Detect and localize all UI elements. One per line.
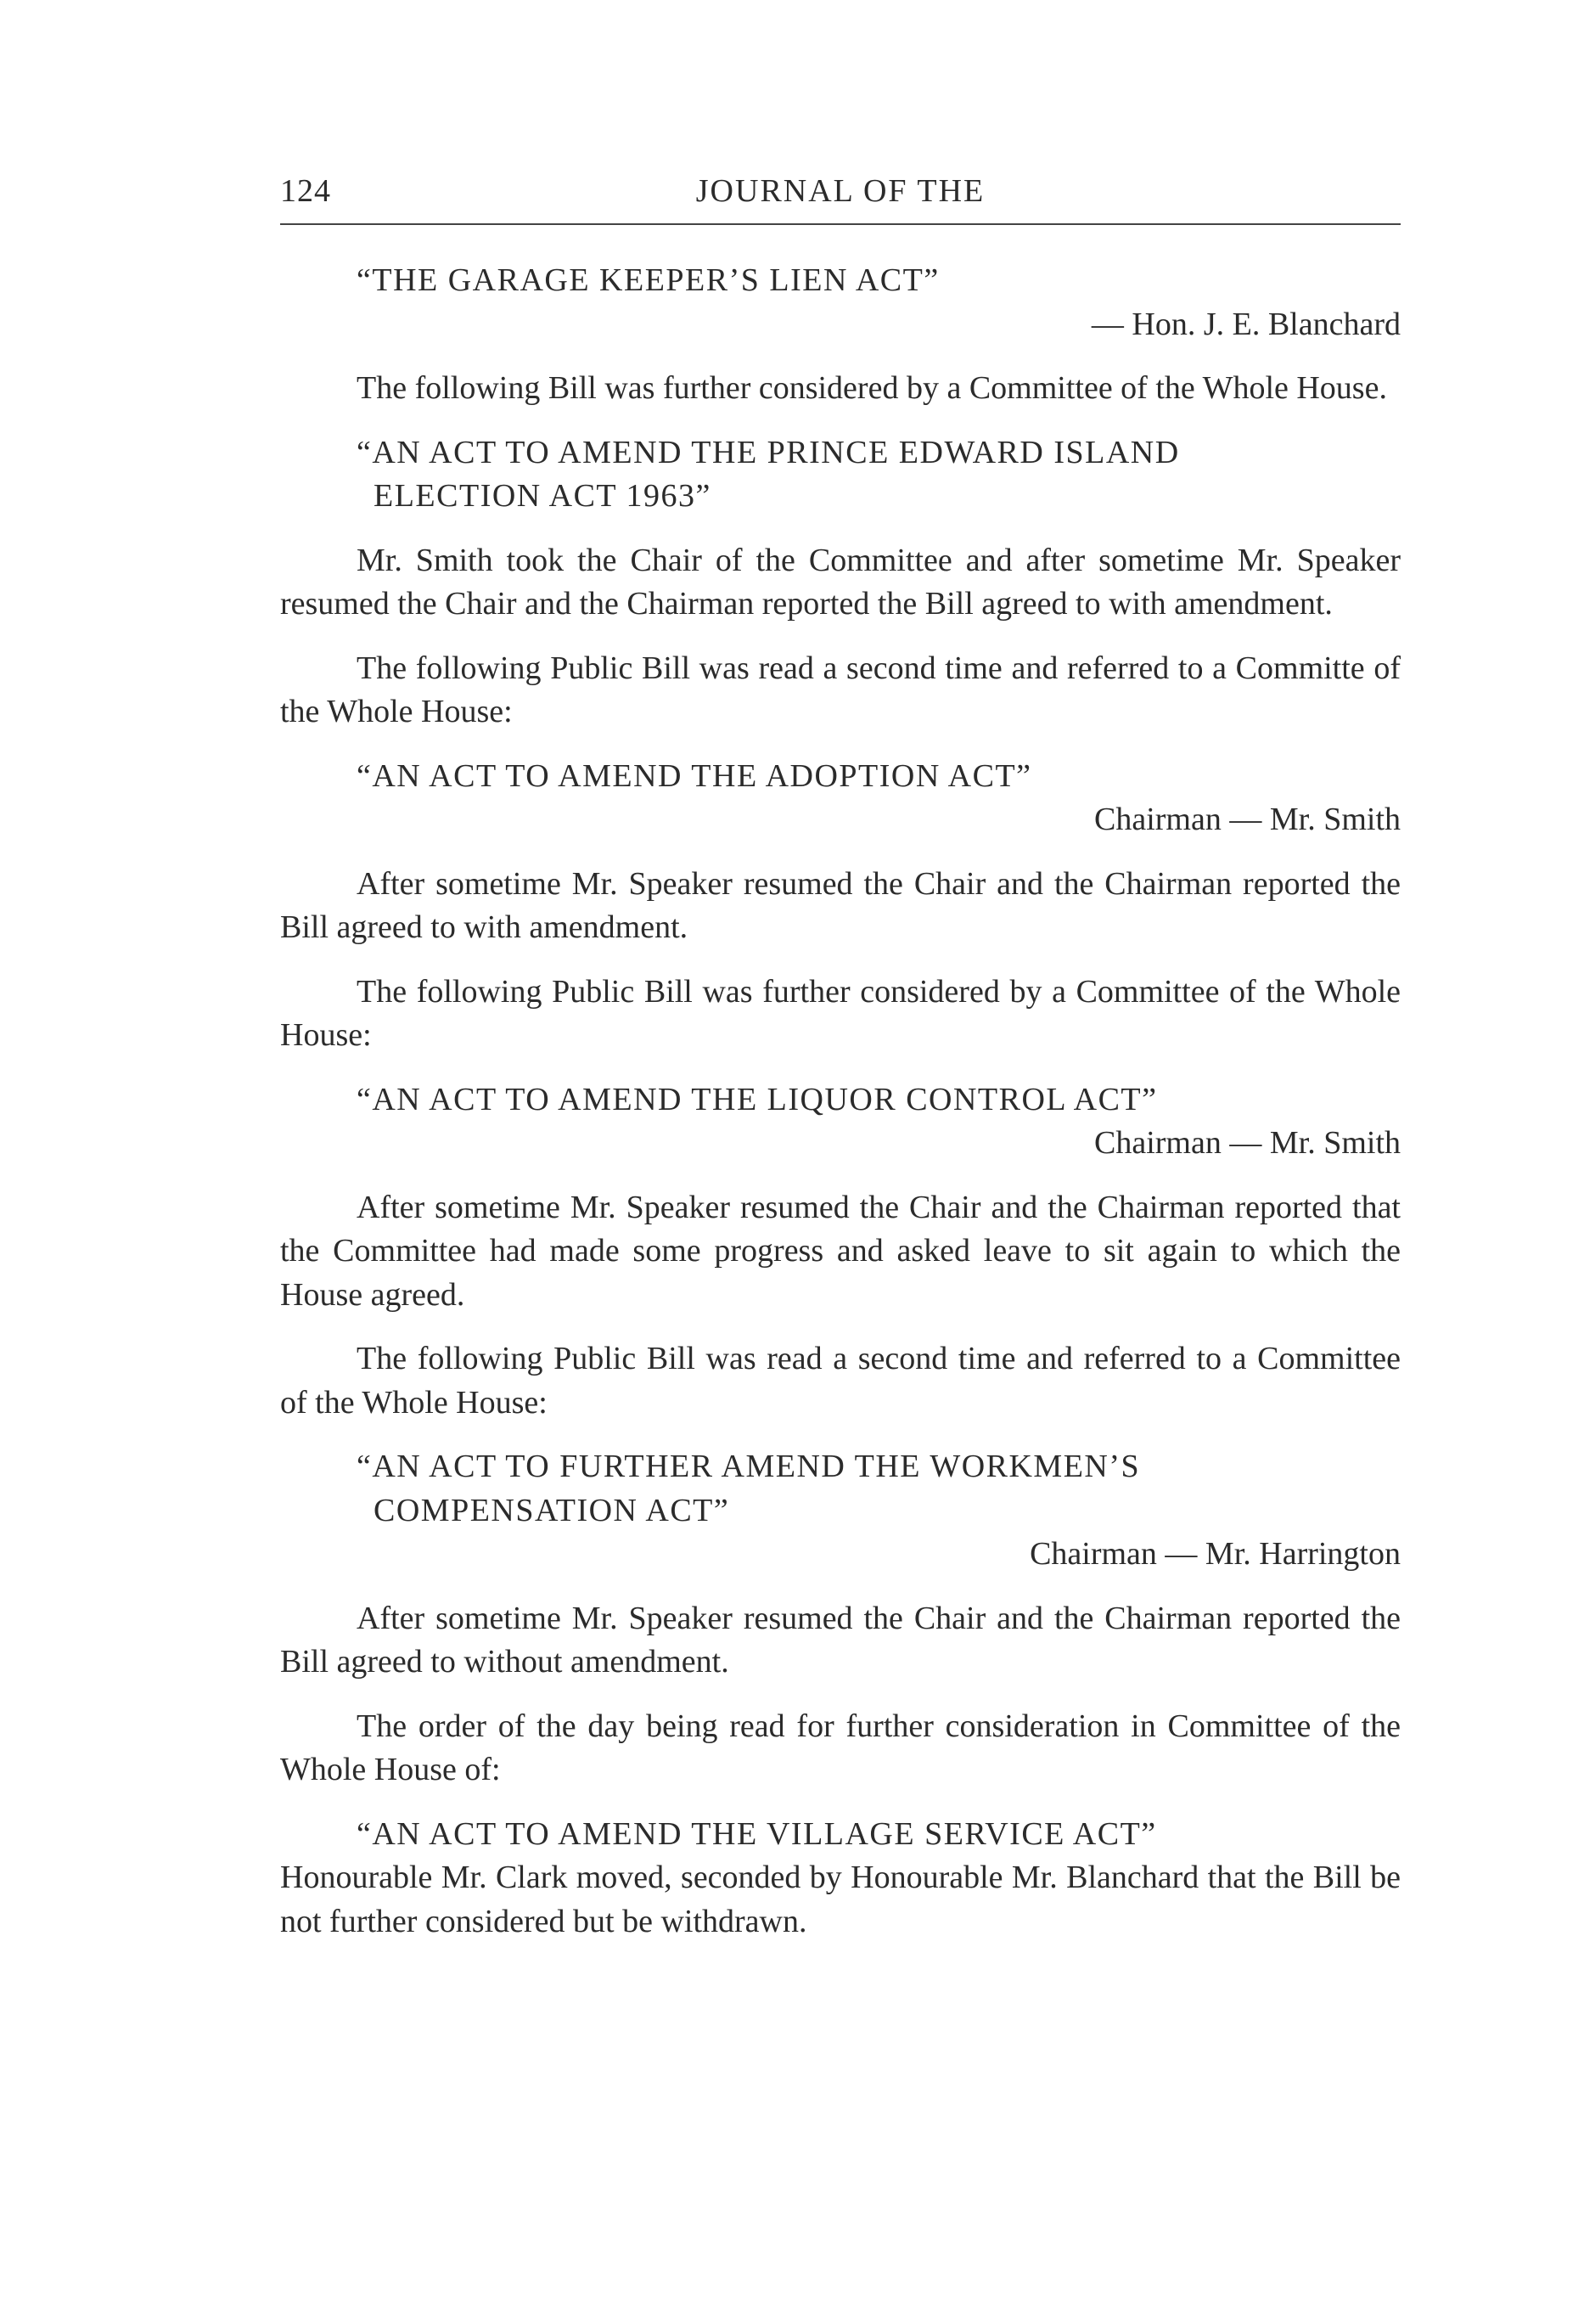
block-gap [280, 411, 1401, 431]
bill-title: “THE GARAGE KEEPER’S LIEN ACT” [357, 262, 940, 298]
journal-paragraph: After sometime Mr. Speaker resumed the Chair and the Chairman reported that the Committee had made some progress and asked leave to sit again to which the House agreed. [280, 1189, 1401, 1313]
header-rule [280, 223, 1401, 225]
block-gap [280, 346, 1401, 367]
chairman-attribution: — Hon. J. E. Blanchard [1091, 306, 1401, 342]
chairman-attribution: Chairman — Mr. Harrington [1030, 1536, 1401, 1572]
journal-content [280, 259, 1401, 1944]
chairman-attribution: Chairman — Mr. Smith [1094, 802, 1401, 837]
block-gap [280, 1166, 1401, 1186]
journal-paragraph: After sometime Mr. Speaker resumed the Chair and the Chairman reported the Bill agreed to with amendment. [280, 865, 1401, 945]
journal-paragraph: The following Bill was further considered by a Committee of the Whole House. [357, 370, 1387, 406]
journal-paragraph: Mr. Smith took the Chair of the Committee and after sometime Mr. Speaker resumed the Chair and the Chairman reported the Bill agreed to with amendment. [280, 542, 1401, 622]
journal-page [280, 166, 1401, 1939]
journal-paragraph: The following Public Bill was read a second time and referred to a Committee of the Whole House: [280, 1341, 1401, 1421]
block-gap [280, 1792, 1401, 1813]
block-gap [280, 842, 1401, 863]
bill-title: “AN ACT TO AMEND THE LIQUOR CONTROL ACT” [357, 1081, 1158, 1117]
journal-paragraph: After sometime Mr. Speaker resumed the Chair and the Chairman reported the Bill agreed to without amendment. [280, 1600, 1401, 1680]
block-gap [280, 1577, 1401, 1597]
bill-title: COMPENSATION ACT” [374, 1492, 730, 1528]
journal-paragraph: The following Public Bill was read a second time and referred to a Committe of the Whole House: [280, 650, 1401, 729]
block-gap [280, 519, 1401, 539]
bill-title: “AN ACT TO FURTHER AMEND THE WORKMEN’S [357, 1449, 1141, 1484]
bill-title: “AN ACT TO AMEND THE VILLAGE SERVICE ACT” [357, 1815, 1157, 1852]
block-gap [280, 1058, 1401, 1078]
block-gap [280, 1685, 1401, 1705]
chairman-attribution: Chairman — Mr. Smith [1094, 1125, 1401, 1161]
block-gap [280, 627, 1401, 647]
journal-paragraph: The following Public Bill was further considered by a Committee of the Whole House: [280, 973, 1401, 1053]
bill-title: ELECTION ACT 1963” [374, 478, 711, 514]
block-gap [280, 734, 1401, 755]
page-number: 124 [280, 173, 331, 209]
journal-title: JOURNAL OF THE [695, 173, 986, 209]
journal-paragraph: The order of the day being read for further consideration in Committee of the Whole House of: [280, 1708, 1401, 1787]
block-gap [280, 1317, 1401, 1337]
journal-paragraph: Honourable Mr. Clark moved, seconded by Honourable Mr. Blanchard that the Bill be not further considered but be withdrawn. [280, 1860, 1401, 1939]
block-gap [280, 1425, 1401, 1445]
running-head [280, 166, 1401, 217]
bill-title: “AN ACT TO AMEND THE ADOPTION ACT” [357, 757, 1032, 794]
bill-title: “AN ACT TO AMEND THE PRINCE EDWARD ISLAND [357, 434, 1180, 470]
block-gap [280, 950, 1401, 971]
